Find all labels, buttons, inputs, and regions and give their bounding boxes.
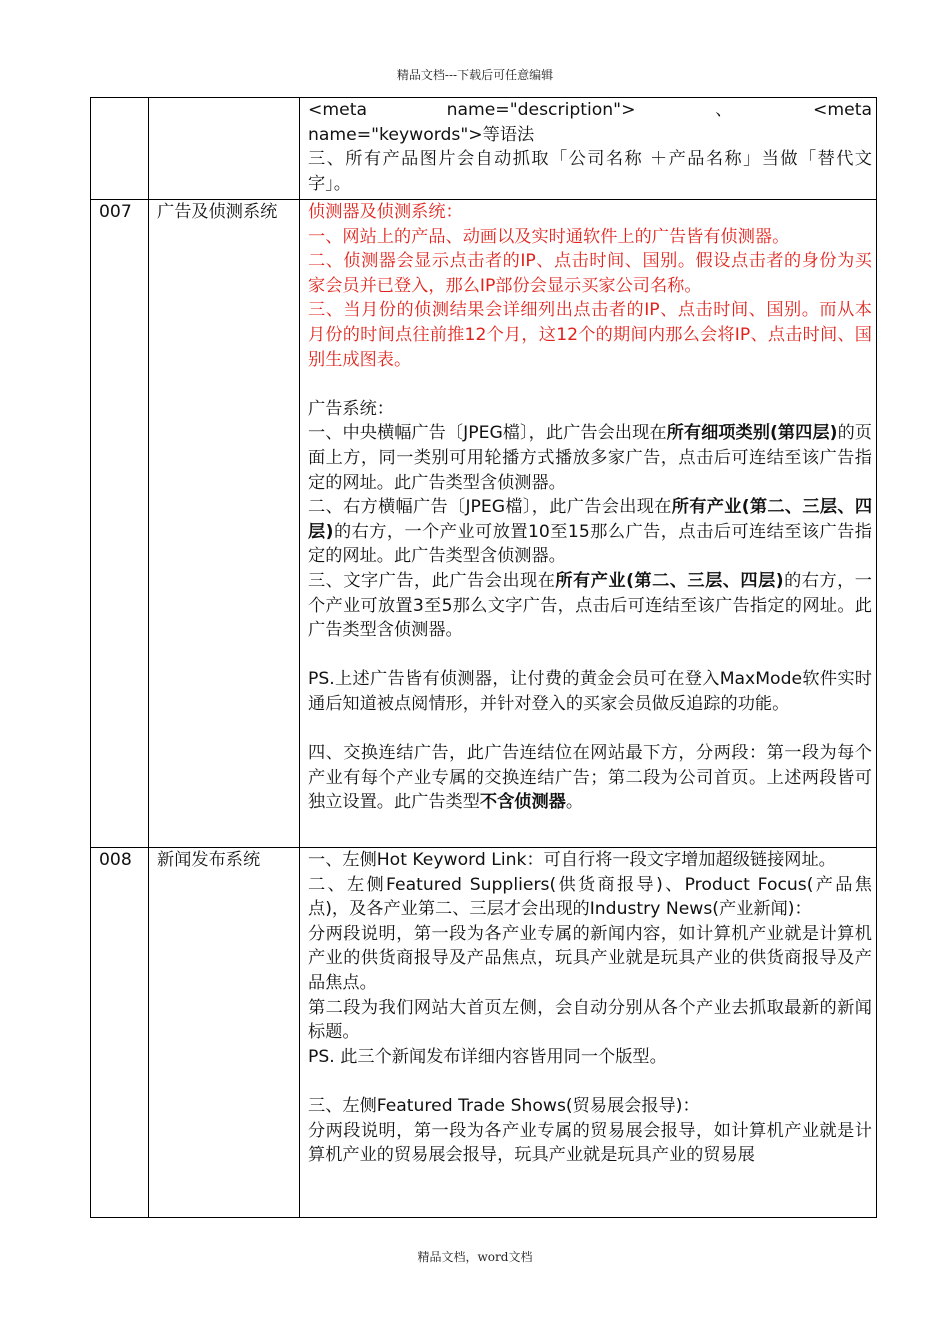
paragraph	[308, 421, 872, 495]
row-number-cell: 008	[91, 848, 149, 1218]
paragraph	[308, 495, 872, 569]
row-content-cell	[300, 98, 877, 200]
table-row	[91, 98, 877, 200]
text-run: 。	[565, 792, 584, 813]
blank-line	[308, 372, 872, 397]
page-header: 精品文档---下载后可任意编辑	[396, 68, 554, 82]
bold-text: 不含侦测器	[479, 792, 566, 813]
row-number-cell	[91, 98, 149, 200]
paragraph: 二、侦测器会显示点击者的IP、点击时间、国别。假设点击者的身份为买家会员并已登入，那么IP部份会显示买家公司名称。	[308, 251, 872, 296]
row-title-cell: 新闻发布系统	[149, 848, 300, 1218]
paragraph: 三、左侧Featured Trade Shows(贸易展会报导)：	[308, 1095, 700, 1116]
text-run: 二、右方横幅广告〔JPEG檔〕，此广告会出现在	[308, 497, 672, 518]
bold-text: 所有产业(第二、三层、四层)	[308, 497, 873, 542]
row-title-cell: 广告及侦测系统	[149, 200, 300, 848]
text-run: 的页面上方，同一类别可用轮播方式播放多家广告，点击后可连结至该广告指定的网址。此广告类型含侦测器。	[308, 423, 872, 493]
blank-line	[308, 643, 872, 668]
paragraph: 三、所有产品图片会自动抓取「公司名称 ＋产品名称」当做「替代文字」。	[308, 149, 872, 194]
paragraph: 二、左侧Featured Suppliers(供货商报导)、Product Focus(产品焦点)，及各产业第二、三层才会出现的Industry News(产业新闻)：	[308, 874, 872, 920]
text-run: 的右方，一个产业可放置10至15那么广告，点击后可连结至该广告指定的网址。此广告类型含侦测器。	[308, 521, 872, 567]
blank-line	[308, 1069, 872, 1094]
paragraph	[308, 741, 872, 815]
ps-note: PS. 此三个新闻发布详细内容皆用同一个版型。	[308, 1046, 667, 1067]
table-row	[91, 848, 877, 1218]
paragraph: 三、当月份的侦测结果会详细列出点击者的IP、点击时间、国别。而从本月份的时间点往前推12个月，这12个的期间内那么会将IP、点击时间、国别生成图表。	[308, 300, 872, 370]
text-run: 四、交换连结广告，此广告连结位在网站最下方，分两段：第一段为每个产业有每个产业专属的交换连结广告；第二段为公司首页。上述两段皆可独立设置。此广告类型	[308, 743, 872, 813]
paragraph: 一、左侧Hot Keyword Link：可自行将一段文字增加超级链接网址。	[308, 850, 836, 870]
ps-note: PS.上述广告皆有侦测器，让付费的黄金会员可在登入MaxMode软件实时通后知道被点阅情形，并针对登入的买家会员做反追踪的功能。	[308, 669, 872, 714]
table-row	[91, 200, 877, 848]
blank-line	[308, 716, 872, 741]
row-content-cell	[300, 200, 877, 848]
paragraph: <meta name="description"> 、 <meta name="keywords">等语法	[308, 100, 878, 145]
text-run: 的右方，一个产业可放置3至5那么文字广告，点击后可连结至该广告指定的网址。此广告类型含侦测器。	[308, 570, 872, 641]
paragraph: 分两段说明，第一段为各产业专属的新闻内容，如计算机产业就是计算机产业的供货商报导及产品焦点，玩具产业就是玩具产业的供货商报导及产品焦点。	[308, 923, 872, 993]
detector-heading: 侦测器及侦测系统：	[308, 202, 463, 222]
page-footer: 精品文档，word文档	[417, 1250, 533, 1264]
ad-system-heading: 广告系统：	[308, 398, 394, 419]
row-number-cell: 007	[91, 200, 149, 848]
row-title-cell	[149, 98, 300, 200]
paragraph	[308, 569, 872, 643]
bold-text: 所有产业(第二、三层、四层)	[555, 570, 784, 591]
paragraph: 第二段为我们网站大首页左侧，会自动分别从各个产业去抓取最新的新闻标题。	[308, 997, 872, 1043]
document-table	[90, 97, 877, 1218]
text-run: 一、中央横幅广告〔JPEG檔〕，此广告会出现在	[308, 423, 667, 444]
row-content-cell	[300, 848, 877, 1218]
bold-text: 所有细项类别(第四层)	[666, 423, 838, 444]
text-run: 三、文字广告，此广告会出现在	[308, 570, 556, 591]
paragraph: 分两段说明，第一段为各产业专属的贸易展会报导，如计算机产业就是计算机产业的贸易展会报导，玩具产业就是玩具产业的贸易展	[308, 1120, 872, 1166]
paragraph: 一、网站上的产品、动画以及实时通软件上的广告皆有侦测器。	[308, 226, 790, 247]
